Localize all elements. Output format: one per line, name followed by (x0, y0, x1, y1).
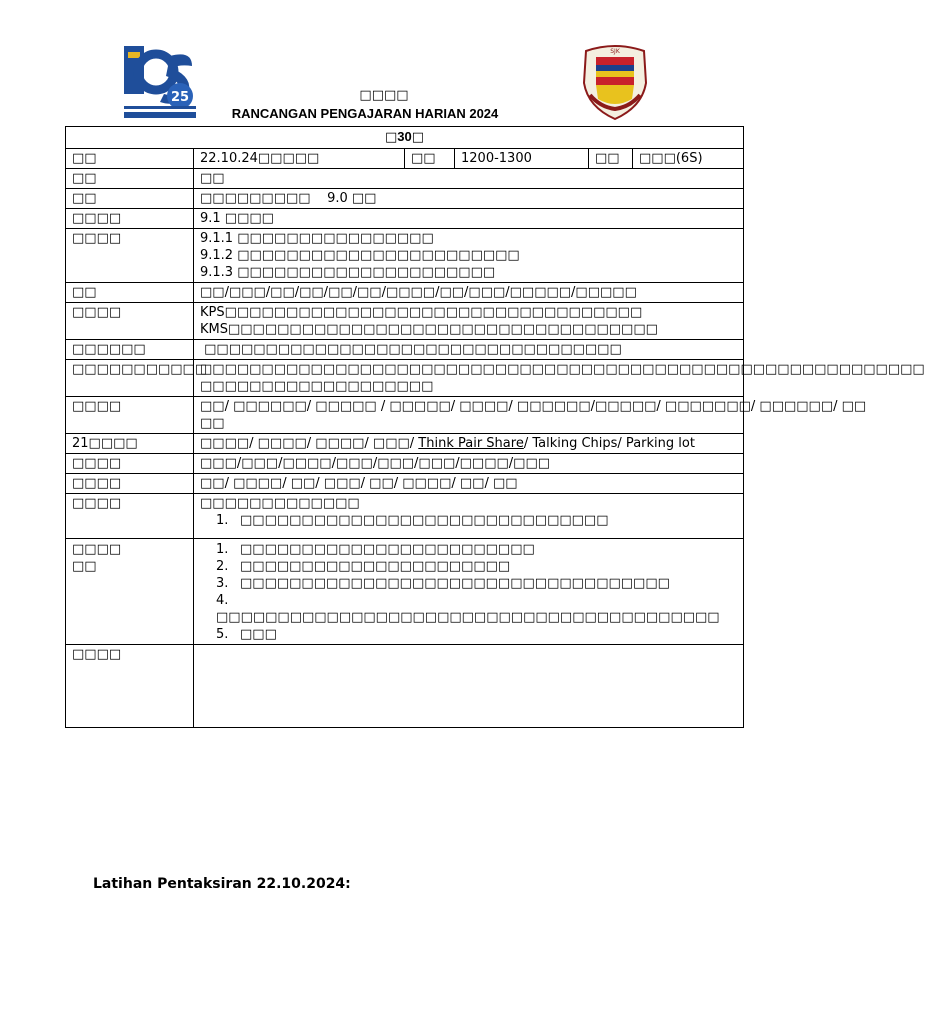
skill-line: KPS□□□□□□□□□□□□□□□□□□□□□□□□□□□□□□□□□□ (200, 305, 643, 320)
list-number: 2. (216, 559, 229, 574)
activities-label-line: □□□□ (72, 542, 122, 557)
theme-label: □□ (66, 189, 194, 209)
assessment-value: □□/ □□□□/ □□/ □□□/ □□/ □□□□/ □□/ □□ (194, 474, 744, 494)
list-number: 3. (216, 576, 229, 591)
materials-value (194, 397, 867, 434)
list-text: □□□□□□□□□□□□□□□□□□□□□□□□□□□□□□ (240, 513, 609, 528)
century21-row (66, 434, 744, 454)
reflection-row (66, 645, 744, 728)
list-number: 1. (216, 542, 229, 557)
page-title: RANCANGAN PENGAJARAN HARIAN 2024 (231, 106, 499, 121)
time-value: 1200-1300 (455, 149, 589, 169)
week-number: 30 (397, 129, 412, 144)
objective-line: 9.1.1 □□□□□□□□□□□□□□□□ (200, 231, 434, 246)
header-subtitle: □□□□ (359, 88, 409, 103)
skills-label: □□□□ (66, 303, 194, 340)
assessment-row (66, 474, 744, 494)
list-number: 4. (216, 593, 229, 608)
objectives-value (194, 229, 744, 283)
century21-suffix: / Talking Chips/ Parking lot (523, 436, 695, 451)
logo-left-number: 25 (170, 90, 190, 105)
success-value (194, 360, 925, 397)
criteria-label: □□□□□□ (66, 340, 194, 360)
materials-label: □□□□ (66, 397, 194, 434)
week-prefix: □ (384, 130, 398, 145)
list-number: 5. (216, 627, 229, 642)
activities-label-line: □□ (72, 559, 97, 574)
list-text: □□□ (240, 627, 277, 642)
values-label: □□ (66, 283, 194, 303)
week-suffix: □ (411, 130, 425, 145)
lesson-plan-table (65, 126, 925, 728)
intro-line: □□□□□□□□□□□□□ (200, 496, 360, 511)
subject-value: □□ (194, 169, 744, 189)
list-text: □□□□□□□□□□□□□□□□□□□□□□□□ (240, 542, 535, 557)
list-text: □□□□□□□□□□□□□□□□□□□□□□□□□□□□□□□□□□□□□□□□□ (216, 610, 720, 625)
skills-row (66, 303, 744, 340)
date-row (66, 149, 744, 169)
think-pair-share-link[interactable]: Think Pair Share (418, 436, 524, 451)
activities-list (200, 541, 737, 643)
objectives-row (66, 229, 744, 283)
list-item (200, 558, 737, 575)
list-text: □□□□□□□□□□□□□□□□□□□□□□□□□□□□□□□□□□□ (240, 576, 670, 591)
objective-line: 9.1.2 □□□□□□□□□□□□□□□□□□□□□□□ (200, 248, 520, 263)
class-value: □□□(6S) (633, 149, 744, 169)
thinking-value: □□□/□□□/□□□□/□□□/□□□/□□□/□□□□/□□□ (194, 454, 744, 474)
standard-label: □□□□ (66, 209, 194, 229)
subject-label: □□ (66, 169, 194, 189)
logo-right-text: SJK (610, 48, 620, 55)
skill-line: KMS□□□□□□□□□□□□□□□□□□□□□□□□□□□□□□□□□□□ (200, 322, 658, 337)
objectives-label: □□□□ (66, 229, 194, 283)
intro-label: □□□□ (66, 494, 194, 539)
activities-value (194, 539, 744, 645)
week-cell (66, 127, 744, 149)
intro-list (200, 512, 737, 529)
materials-line: □□ (200, 416, 225, 431)
values-value: □□/□□□/□□/□□/□□/□□/□□□□/□□/□□□/□□□□□/□□□□□ (194, 283, 744, 303)
criteria-row (66, 340, 744, 360)
standard-row (66, 209, 744, 229)
activities-row (66, 539, 744, 645)
subject-row (66, 169, 744, 189)
materials-line: □□/ □□□□□□/ □□□□□ / □□□□□/ □□□□/ □□□□□□/□□□□□/ □□□□□□□/ □□□□□□/ □□ (200, 399, 867, 414)
criteria-value: □□□□□□□□□□□□□□□□□□□□□□□□□□□□□□□□□□ (194, 340, 744, 360)
standard-value: 9.1 □□□□ (194, 209, 744, 229)
century21-label: 21□□□□ (66, 434, 194, 454)
reflection-label: □□□□ (66, 645, 194, 728)
skills-value (194, 303, 744, 340)
class-label: □□ (589, 149, 633, 169)
success-label: □□□□□□□□□□□ (66, 360, 194, 397)
century21-value (194, 434, 744, 454)
list-text: □□□□□□□□□□□□□□□□□□□□□□ (240, 559, 511, 574)
date-label: □□ (66, 149, 194, 169)
theme-value: □□□□□□□□□ 9.0 □□ (194, 189, 744, 209)
intro-row (66, 494, 744, 539)
values-row (66, 283, 744, 303)
assessment-label: □□□□ (66, 474, 194, 494)
date-value: 22.10.24□□□□□ (194, 149, 405, 169)
footer-heading: Latihan Pentaksiran 22.10.2024: (93, 876, 351, 892)
objective-line: 9.1.3 □□□□□□□□□□□□□□□□□□□□□ (200, 265, 496, 280)
success-row (66, 360, 744, 397)
success-line: □□□□□□□□□□□□□□□□□□□ (200, 379, 434, 394)
week-row (66, 127, 744, 149)
list-item (200, 575, 737, 592)
list-item (200, 626, 737, 643)
thinking-row (66, 454, 744, 474)
success-line: □□□□□□□□□□□□□□□□□□□□□□□□□□□□□□□□□□□□□□□□□□□□□□□□□□□□□□□□□□□ (200, 362, 925, 377)
list-number: 1. (216, 513, 229, 528)
century21-prefix: □□□□/ □□□□/ □□□□/ □□□/ (200, 436, 419, 451)
reflection-value (194, 645, 744, 728)
activities-label (66, 539, 194, 645)
intro-value (194, 494, 744, 539)
thinking-label: □□□□ (66, 454, 194, 474)
list-item (200, 541, 737, 558)
time-label: □□ (405, 149, 455, 169)
theme-row (66, 189, 744, 209)
list-item (200, 592, 737, 626)
materials-row (66, 397, 744, 434)
list-item (200, 512, 737, 529)
